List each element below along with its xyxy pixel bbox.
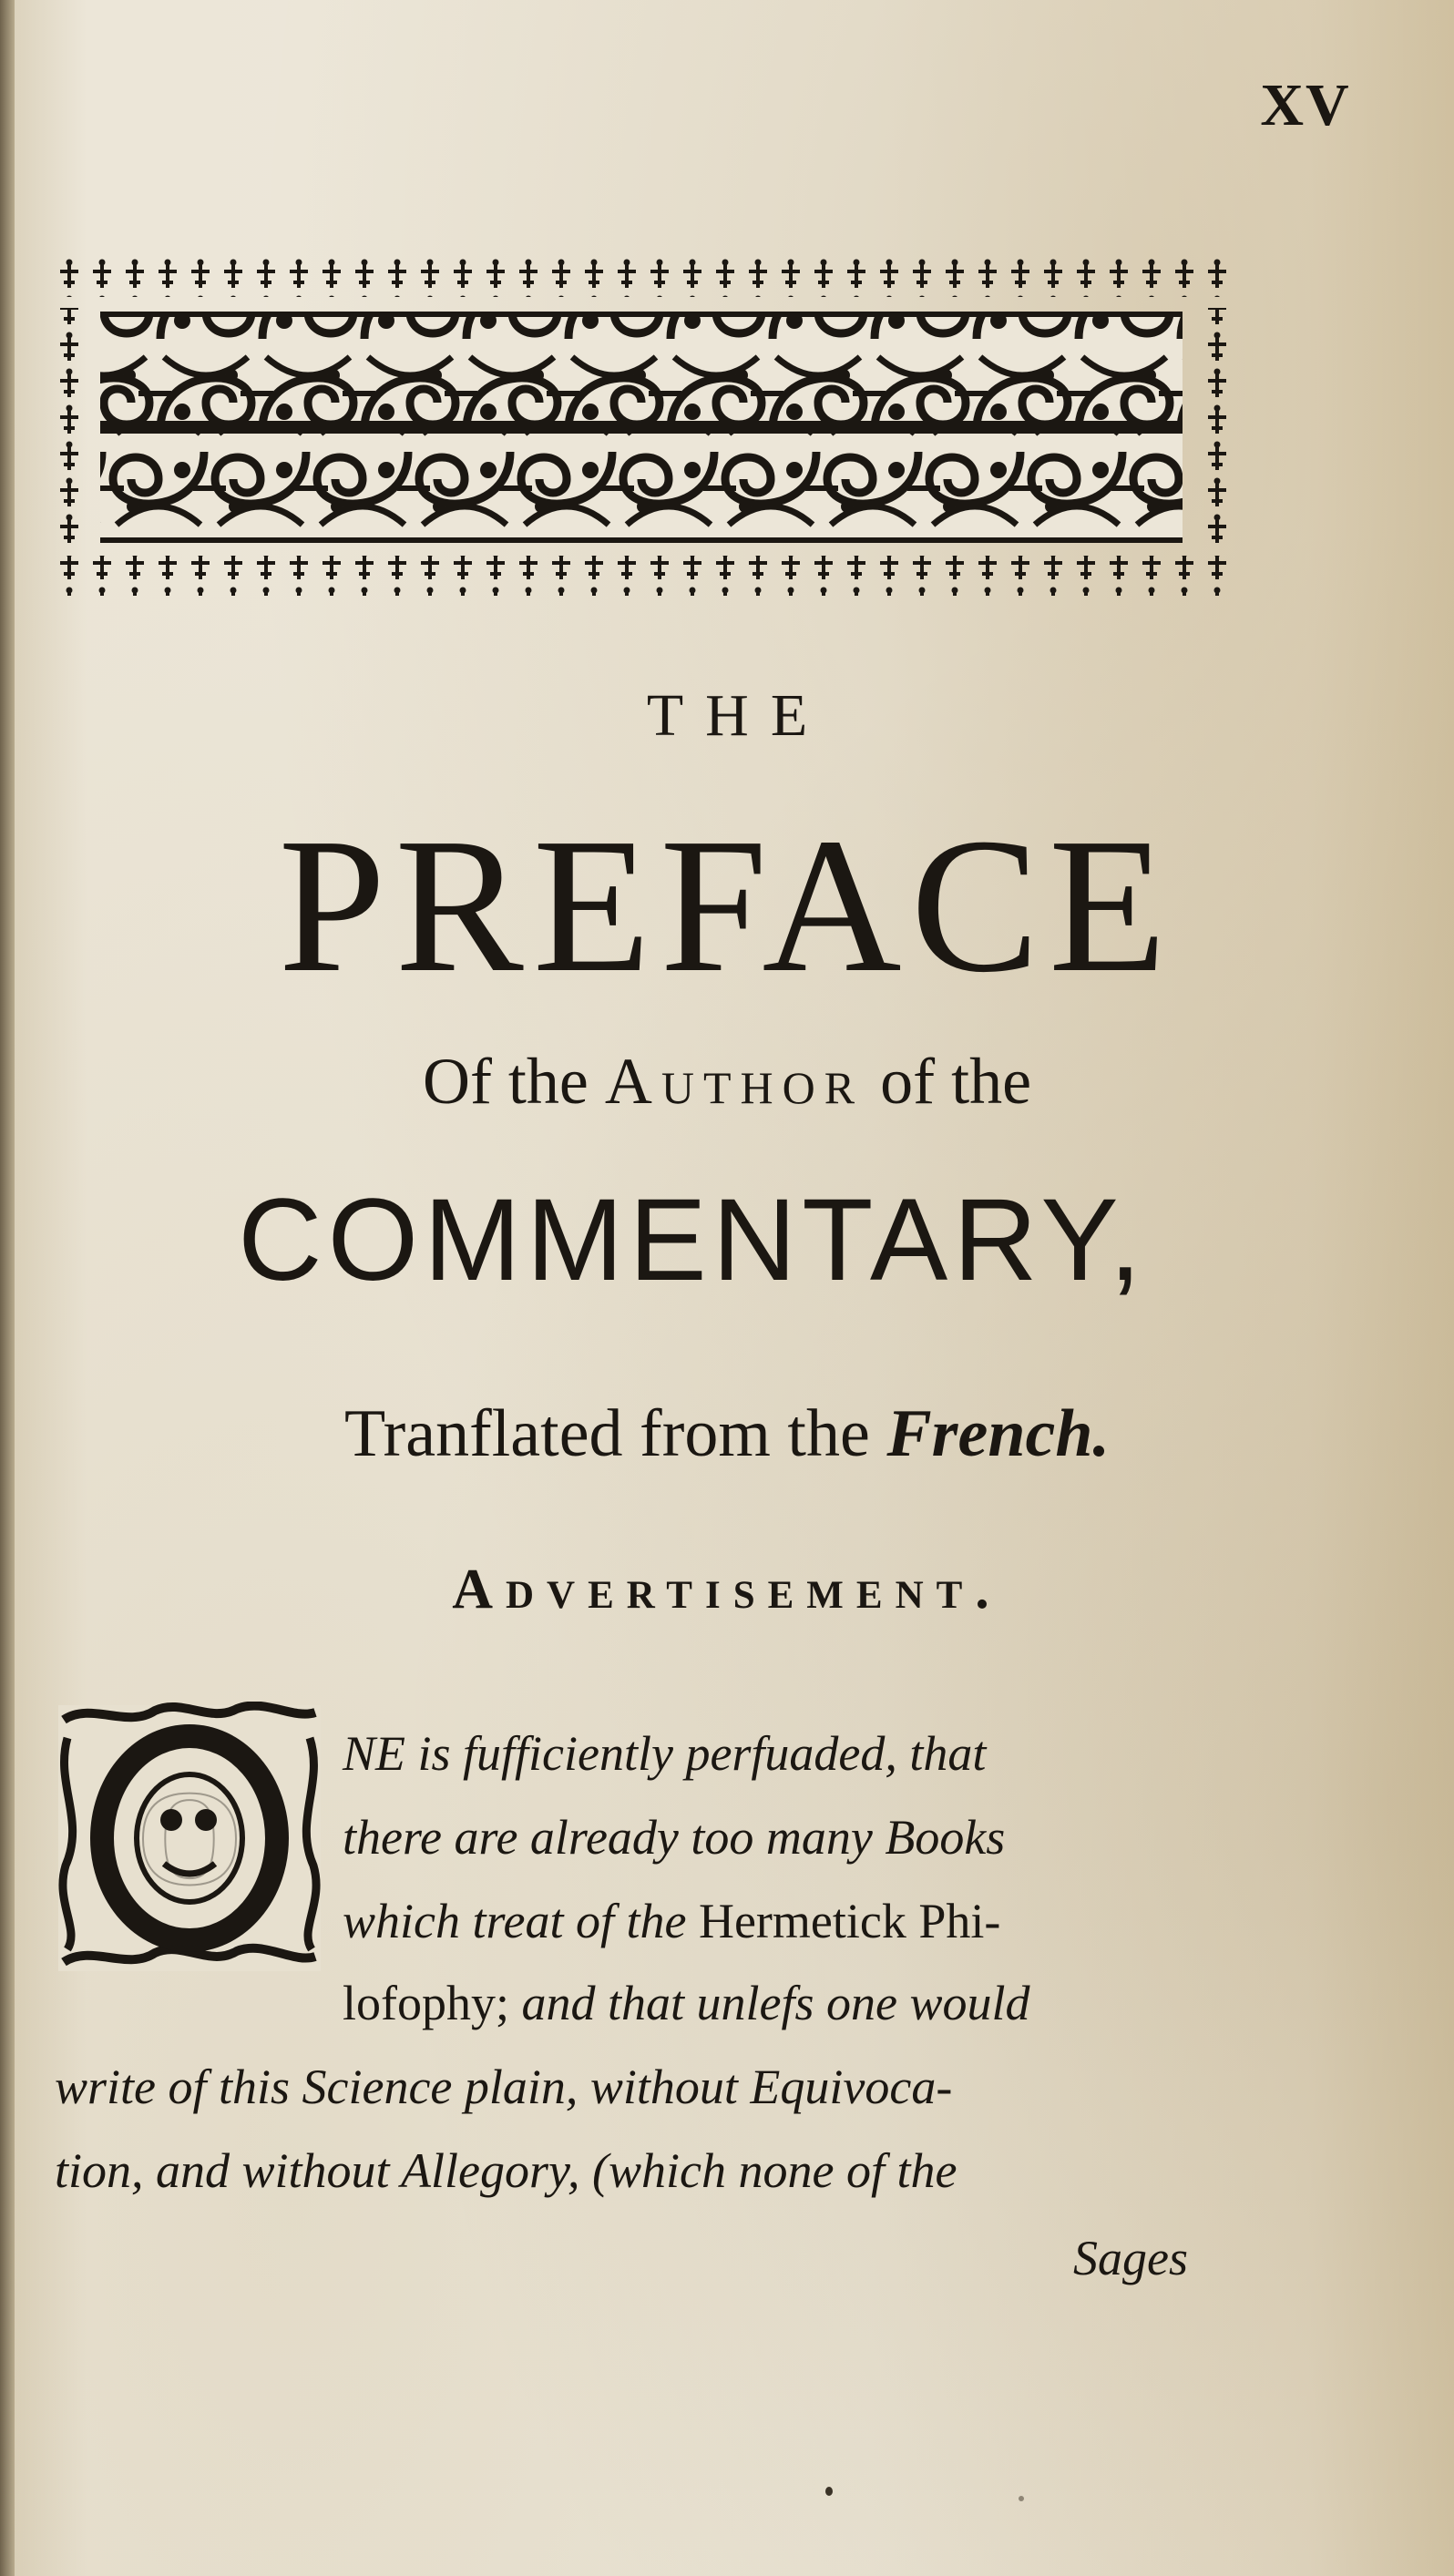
subtitle-translated: [0, 1395, 1454, 1473]
title-the: THE: [646, 682, 830, 749]
body-line-2: [343, 1810, 1006, 1865]
body-line-5: [55, 2060, 953, 2114]
subtitle-of-the-2: of the: [880, 1045, 1032, 1118]
dropcap-letter: O: [136, 1763, 243, 1914]
subtitle-language: French.: [886, 1396, 1110, 1471]
subtitle-translated-text: Tranflated from the: [344, 1396, 870, 1471]
subtitle-of-the-author: [0, 1044, 1454, 1119]
decorated-initial: [55, 1702, 324, 1975]
body-line-4-roman: lofophy;: [343, 1976, 509, 2030]
page-number: XV: [1260, 72, 1351, 138]
body-line-3: [343, 1896, 1000, 1946]
body-line-3-italic: which treat of the: [343, 1894, 687, 1948]
body-line-4-italic: and that unlefs one would: [521, 1976, 1030, 2030]
advertisement-heading: Advertisement.: [452, 1559, 1002, 1620]
paper-speck: [1019, 2496, 1024, 2501]
body-line-1: [343, 1726, 987, 1781]
title-preface: PREFACE: [278, 798, 1176, 1012]
subtitle-author: Author: [604, 1045, 865, 1118]
body-line-3-roman: Hermetick Phi-: [698, 1894, 1001, 1948]
body-line-6-text: tion, and without Allegory, (which none of the: [55, 2143, 957, 2198]
body-line-2-text: there are already too many Books: [343, 1810, 1006, 1865]
body-line-5-text: write of this Science plain, without Equivoca-: [55, 2060, 953, 2114]
paper-speck: [825, 2487, 833, 2496]
title-commentary: COMMENTARY,: [238, 1175, 1147, 1305]
subtitle-of-the: Of the: [422, 1045, 589, 1118]
catchword: Sages: [1073, 2231, 1188, 2285]
body-line-4: [343, 1978, 1029, 2028]
ornamental-headpiece: [53, 257, 1230, 596]
body-line-6: [55, 2143, 957, 2198]
body-line-1-text: NE is fufficiently perfuaded, that: [343, 1726, 987, 1781]
